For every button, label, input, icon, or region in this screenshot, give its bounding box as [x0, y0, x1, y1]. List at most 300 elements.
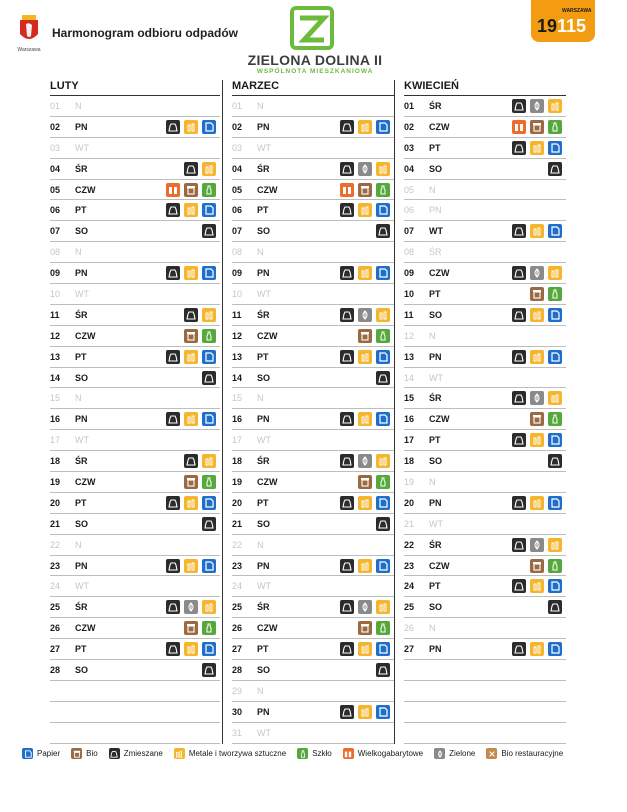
- glass-bottle-icon: [376, 183, 390, 197]
- bio-bin-icon: [530, 412, 544, 426]
- day-number: 23: [404, 560, 415, 571]
- legend-item-metale: [174, 748, 286, 759]
- mixed-bag-icon: [512, 496, 526, 510]
- warsaw-crest-icon: [18, 14, 40, 44]
- day-row: [232, 535, 394, 556]
- bottle-can-icon: [530, 141, 544, 155]
- day-row: [404, 618, 566, 639]
- month-title: LUTY: [50, 80, 220, 96]
- day-number: 21: [232, 518, 243, 529]
- glass-bottle-icon: [376, 475, 390, 489]
- day-row: [232, 723, 394, 744]
- day-row: [232, 242, 394, 263]
- day-row: [50, 535, 220, 556]
- waste-icons: [376, 224, 390, 238]
- day-of-week: PT: [257, 351, 269, 362]
- legend-label: Metale i tworzywa sztuczne: [188, 749, 287, 758]
- day-row: [232, 263, 394, 284]
- day-row: [404, 117, 566, 138]
- day-of-week: PN: [75, 560, 88, 571]
- day-of-week: CZW: [429, 121, 450, 132]
- waste-icons: [512, 391, 562, 405]
- day-row: [50, 639, 220, 660]
- day-row: [232, 221, 394, 242]
- day-number: 15: [50, 393, 61, 404]
- day-row: [50, 180, 220, 201]
- day-number: 10: [50, 289, 61, 300]
- day-of-week: N: [257, 247, 264, 258]
- waste-icons: [512, 266, 562, 280]
- day-of-week: CZW: [75, 330, 96, 341]
- day-of-week: CZW: [257, 330, 278, 341]
- day-of-week: CZW: [429, 560, 450, 571]
- paper-icon: [548, 642, 562, 656]
- day-number: 17: [404, 435, 415, 446]
- day-of-week: PT: [75, 205, 87, 216]
- day-number: 11: [232, 309, 242, 320]
- day-row: [404, 221, 566, 242]
- waste-icons: [376, 663, 390, 677]
- paper-icon: [548, 579, 562, 593]
- mixed-bag-icon: [548, 454, 562, 468]
- day-number: 27: [404, 644, 415, 655]
- day-number: 29: [232, 685, 243, 696]
- waste-icons: [166, 266, 216, 280]
- day-row: [404, 326, 566, 347]
- day-row: [404, 576, 566, 597]
- paper-icon: [202, 266, 216, 280]
- day-of-week: ŚR: [429, 101, 442, 111]
- day-number: 12: [232, 330, 243, 341]
- waste-icons: [166, 642, 216, 656]
- paper-icon: [202, 496, 216, 510]
- bottle-can-icon: [548, 538, 562, 552]
- legend-item-zielone: [434, 748, 475, 759]
- day-of-week: N: [75, 101, 82, 111]
- waste-icons: [184, 329, 216, 343]
- mixed-bag-icon: [166, 559, 180, 573]
- legend-label: Wielkogabarytowe: [357, 749, 424, 758]
- bottle-can-icon: [530, 642, 544, 656]
- day-of-week: PT: [429, 142, 441, 153]
- day-row: [50, 96, 220, 117]
- day-of-week: WT: [429, 372, 443, 383]
- day-row: [50, 576, 220, 597]
- day-of-week: PN: [429, 205, 442, 216]
- day-row: [232, 556, 394, 577]
- day-of-week: SO: [75, 518, 89, 529]
- day-of-week: WT: [75, 435, 89, 446]
- day-of-week: PT: [429, 289, 441, 300]
- day-of-week: PN: [75, 121, 88, 132]
- paper-icon: [376, 559, 390, 573]
- bottle-can-icon: [358, 120, 372, 134]
- bottle-can-icon: [530, 350, 544, 364]
- day-row: [232, 117, 394, 138]
- waste-icons: [530, 287, 562, 301]
- waste-icons: [340, 600, 390, 614]
- waste-icons: [512, 642, 562, 656]
- glass-bottle-icon: [376, 621, 390, 635]
- day-row: [404, 472, 566, 493]
- mixed-bag-icon: [512, 224, 526, 238]
- day-number: 18: [232, 456, 243, 467]
- day-row: [232, 96, 394, 117]
- day-row: [232, 514, 394, 535]
- day-of-week: SO: [257, 518, 271, 529]
- leaf-icon: [358, 600, 372, 614]
- day-number: 30: [232, 706, 243, 717]
- day-number: 20: [232, 497, 243, 508]
- day-number: 05: [50, 184, 61, 195]
- day-of-week: ŚR: [257, 163, 270, 174]
- day-number: 11: [404, 309, 414, 320]
- waste-icons: [166, 600, 216, 614]
- waste-icons: [512, 308, 562, 322]
- waste-icons: [340, 412, 390, 426]
- day-of-week: PN: [429, 644, 442, 655]
- day-number: 23: [50, 560, 61, 571]
- estate-subtitle: WSPÓLNOTA MIESZKANIOWA: [256, 68, 374, 75]
- page-title: Harmonogram odbioru odpadów: [52, 26, 238, 40]
- day-of-week: SO: [429, 456, 443, 467]
- day-of-week: PN: [257, 268, 270, 279]
- paper-icon: [376, 705, 390, 719]
- day-of-week: ŚR: [257, 456, 270, 467]
- day-of-week: WT: [429, 226, 443, 237]
- month-title: MARZEC: [232, 80, 394, 96]
- mixed-bag-icon: [340, 454, 354, 468]
- glass-bottle-icon: [202, 329, 216, 343]
- day-row: [404, 430, 566, 451]
- day-row: [50, 681, 220, 702]
- day-number: 01: [50, 101, 61, 111]
- paper-icon: [376, 642, 390, 656]
- hotline-number-b: 115: [557, 16, 587, 36]
- waste-icons: [530, 412, 562, 426]
- day-of-week: ŚR: [429, 393, 442, 404]
- bottle-can-icon: [376, 308, 390, 322]
- waste-icons: [512, 141, 562, 155]
- day-number: 25: [232, 602, 243, 613]
- day-number: 04: [404, 163, 415, 174]
- day-row: [232, 597, 394, 618]
- paper-icon: [22, 748, 33, 759]
- day-row: [404, 368, 566, 389]
- day-row: [50, 347, 220, 368]
- day-number: 05: [404, 184, 415, 195]
- day-number: 13: [50, 351, 61, 362]
- mixed-bag-icon: [512, 433, 526, 447]
- day-number: 18: [404, 456, 415, 467]
- waste-icons: [166, 350, 216, 364]
- day-of-week: CZW: [429, 268, 450, 279]
- day-row: [232, 702, 394, 723]
- day-number: 07: [232, 226, 243, 237]
- mixed-bag-icon: [512, 579, 526, 593]
- bottle-can-icon: [548, 266, 562, 280]
- month-column-luty: [50, 80, 220, 744]
- day-number: 28: [50, 665, 61, 676]
- day-number: 10: [404, 289, 415, 300]
- mixed-bag-icon: [184, 162, 198, 176]
- mixed-bag-icon: [512, 642, 526, 656]
- day-row: [50, 493, 220, 514]
- day-row: [50, 368, 220, 389]
- day-number: 02: [50, 121, 61, 132]
- mixed-bag-icon: [166, 600, 180, 614]
- mixed-bag-icon: [166, 412, 180, 426]
- day-row: [232, 347, 394, 368]
- day-number: 15: [404, 393, 415, 404]
- day-row: [232, 576, 394, 597]
- paper-icon: [202, 642, 216, 656]
- crest-label: Warszawa: [17, 47, 41, 53]
- day-number: 09: [404, 268, 415, 279]
- mixed-bag-icon: [340, 642, 354, 656]
- day-number: 11: [50, 309, 60, 320]
- bottle-can-icon: [184, 559, 198, 573]
- day-of-week: SO: [75, 665, 89, 676]
- bio-bin-icon: [184, 329, 198, 343]
- day-row: [404, 388, 566, 409]
- day-number: 03: [50, 142, 61, 153]
- day-number: 03: [404, 142, 415, 153]
- day-number: 20: [404, 497, 415, 508]
- day-of-week: N: [75, 539, 82, 550]
- paper-icon: [376, 203, 390, 217]
- mixed-bag-icon: [548, 162, 562, 176]
- cutlery-icon: [486, 748, 497, 759]
- day-row: [50, 451, 220, 472]
- day-list: [50, 96, 220, 744]
- glass-bottle-icon: [202, 475, 216, 489]
- bottle-can-icon: [358, 350, 372, 364]
- paper-icon: [376, 350, 390, 364]
- day-of-week: PN: [257, 414, 270, 425]
- bottle-can-icon: [358, 412, 372, 426]
- day-number: 23: [232, 560, 243, 571]
- day-of-week: PN: [75, 268, 88, 279]
- glass-bottle-icon: [548, 120, 562, 134]
- waste-icons: [340, 559, 390, 573]
- mixed-bag-icon: [512, 538, 526, 552]
- bottle-can-icon: [358, 203, 372, 217]
- day-of-week: ŚR: [75, 456, 88, 467]
- paper-icon: [548, 224, 562, 238]
- legend-label: Zmieszane: [123, 749, 163, 758]
- month-column-marzec: [222, 80, 394, 744]
- day-of-week: CZW: [257, 184, 278, 195]
- day-number: 22: [50, 539, 61, 550]
- waste-icons: [184, 454, 216, 468]
- waste-icons: [202, 371, 216, 385]
- waste-icons: [184, 308, 216, 322]
- day-row: [404, 702, 566, 723]
- day-number: 08: [50, 247, 61, 258]
- day-of-week: PT: [257, 644, 269, 655]
- hotline-number-a: 19: [537, 16, 558, 36]
- bio-bin-icon: [530, 120, 544, 134]
- day-number: 21: [404, 518, 415, 529]
- waste-icons: [166, 412, 216, 426]
- day-of-week: N: [257, 101, 264, 111]
- day-row: [404, 284, 566, 305]
- day-row: [50, 409, 220, 430]
- bio-bin-icon: [358, 621, 372, 635]
- day-of-week: N: [75, 393, 82, 404]
- paper-icon: [548, 141, 562, 155]
- day-of-week: ŚR: [429, 247, 442, 258]
- waste-icons: [202, 517, 216, 531]
- day-row: [232, 451, 394, 472]
- legend-label: Szkło: [312, 749, 332, 758]
- waste-icons: [512, 433, 562, 447]
- day-list: [232, 96, 394, 744]
- bottle-can-icon: [358, 705, 372, 719]
- waste-icons: [358, 621, 390, 635]
- day-row: [50, 388, 220, 409]
- day-of-week: CZW: [257, 477, 278, 488]
- day-row: [50, 702, 220, 723]
- day-number: 22: [232, 539, 243, 550]
- day-number: 01: [404, 101, 415, 111]
- day-row: [50, 556, 220, 577]
- waste-icons: [512, 579, 562, 593]
- day-row: [232, 305, 394, 326]
- day-of-week: CZW: [75, 623, 96, 634]
- mixed-bag-icon: [376, 663, 390, 677]
- day-number: 24: [404, 581, 415, 592]
- bottle-can-icon: [202, 454, 216, 468]
- day-row: [404, 305, 566, 326]
- day-row: [50, 660, 220, 681]
- waste-icons: [340, 454, 390, 468]
- day-of-week: SO: [429, 602, 443, 613]
- day-row: [404, 180, 566, 201]
- day-number: 15: [232, 393, 243, 404]
- day-of-week: PT: [75, 351, 87, 362]
- day-row: [50, 305, 220, 326]
- mixed-bag-icon: [166, 120, 180, 134]
- day-of-week: CZW: [75, 184, 96, 195]
- mixed-bag-icon: [376, 517, 390, 531]
- furniture-icon: [512, 120, 526, 134]
- mixed-bag-icon: [340, 162, 354, 176]
- leaf-icon: [358, 308, 372, 322]
- estate-logo-icon: [290, 6, 334, 50]
- mixed-bag-icon: [340, 120, 354, 134]
- bottle-can-icon: [174, 748, 185, 759]
- bottle-can-icon: [530, 308, 544, 322]
- day-number: 12: [404, 330, 415, 341]
- bottle-can-icon: [548, 99, 562, 113]
- waste-icons: [340, 496, 390, 510]
- day-number: 28: [232, 665, 243, 676]
- day-row: [404, 96, 566, 117]
- day-of-week: WT: [257, 581, 271, 592]
- day-number: 31: [232, 727, 243, 738]
- day-of-week: PN: [257, 121, 270, 132]
- mixed-bag-icon: [340, 600, 354, 614]
- waste-icons: [358, 329, 390, 343]
- day-of-week: CZW: [429, 414, 450, 425]
- bottle-can-icon: [376, 454, 390, 468]
- waste-icons: [340, 642, 390, 656]
- bio-bin-icon: [184, 621, 198, 635]
- day-number: 16: [50, 414, 61, 425]
- day-number: 14: [232, 372, 243, 383]
- day-of-week: PT: [429, 435, 441, 446]
- day-number: 02: [232, 121, 243, 132]
- paper-icon: [376, 120, 390, 134]
- day-number: 17: [50, 435, 61, 446]
- legend-label: Papier: [37, 749, 61, 758]
- day-row: [404, 556, 566, 577]
- day-row: [50, 618, 220, 639]
- day-number: 24: [232, 581, 243, 592]
- bio-bin-icon: [184, 475, 198, 489]
- day-number: 10: [232, 289, 243, 300]
- mixed-bag-icon: [512, 350, 526, 364]
- glass-bottle-icon: [548, 412, 562, 426]
- day-number: 04: [232, 163, 243, 174]
- paper-icon: [376, 266, 390, 280]
- month-title: KWIECIEŃ: [404, 80, 566, 96]
- day-number: 17: [232, 435, 243, 446]
- legend-label: Zielone: [449, 749, 476, 758]
- day-of-week: N: [429, 184, 436, 195]
- day-row: [232, 681, 394, 702]
- bottle-can-icon: [184, 412, 198, 426]
- mixed-bag-icon: [166, 642, 180, 656]
- paper-icon: [548, 308, 562, 322]
- day-number: 13: [404, 351, 415, 362]
- day-number: 20: [50, 497, 61, 508]
- paper-icon: [376, 412, 390, 426]
- mixed-bag-icon: [202, 371, 216, 385]
- day-row: [50, 138, 220, 159]
- paper-icon: [202, 559, 216, 573]
- day-number: 26: [232, 623, 243, 634]
- mixed-bag-icon: [512, 391, 526, 405]
- day-number: 26: [404, 623, 415, 634]
- day-row: [50, 284, 220, 305]
- day-of-week: ŚR: [257, 602, 270, 613]
- leaf-icon: [434, 748, 445, 759]
- paper-icon: [548, 496, 562, 510]
- waste-icons: [548, 600, 562, 614]
- day-row: [232, 639, 394, 660]
- waste-icons: [512, 99, 562, 113]
- day-of-week: WT: [257, 289, 271, 300]
- day-row: [232, 660, 394, 681]
- day-of-week: PN: [429, 497, 442, 508]
- day-number: 06: [404, 205, 415, 216]
- day-of-week: WT: [75, 581, 89, 592]
- day-row: [232, 138, 394, 159]
- mixed-bag-icon: [340, 203, 354, 217]
- day-row: [232, 388, 394, 409]
- glass-bottle-icon: [297, 748, 308, 759]
- day-row: [404, 535, 566, 556]
- day-number: 22: [404, 539, 415, 550]
- day-number: 16: [404, 414, 415, 425]
- waste-icons: [184, 475, 216, 489]
- bio-bin-icon: [358, 329, 372, 343]
- day-row: [50, 723, 220, 744]
- waste-icons: [166, 183, 216, 197]
